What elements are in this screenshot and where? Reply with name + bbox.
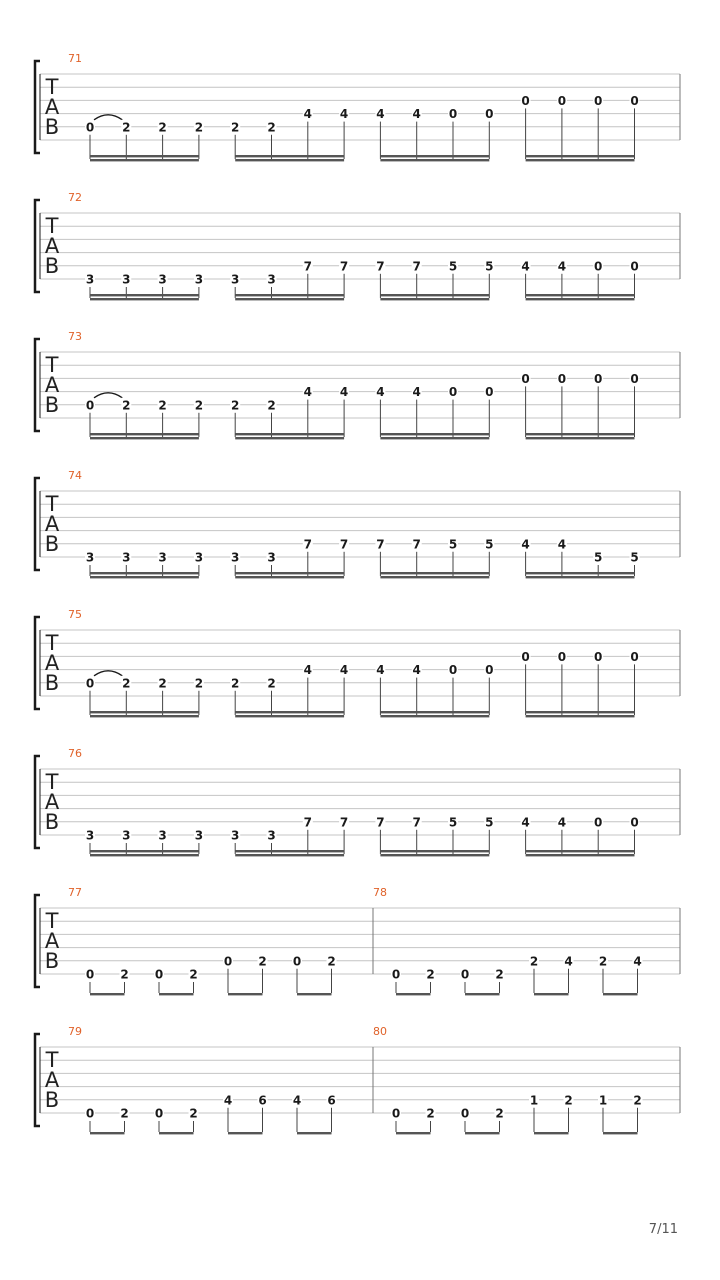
measure-number: 79 xyxy=(68,1025,82,1038)
fret-number: 0 xyxy=(594,259,603,274)
fret-number: 3 xyxy=(231,828,240,843)
system-bracket xyxy=(35,617,40,709)
beam xyxy=(396,993,431,995)
beam xyxy=(603,1132,638,1134)
fret-number: 2 xyxy=(426,1106,435,1121)
fret-number: 2 xyxy=(529,954,539,969)
fret-number: 0 xyxy=(85,1106,95,1121)
fret-number: 7 xyxy=(412,815,421,830)
beam xyxy=(90,294,199,296)
tab-clef-letter: B xyxy=(44,393,60,417)
fret-number: 0 xyxy=(594,93,603,108)
fret-number: 0 xyxy=(557,371,567,386)
tab-clef-letter: T xyxy=(45,770,59,794)
beam xyxy=(465,1132,500,1134)
beam xyxy=(235,298,344,300)
tab-clef-letter: B xyxy=(44,532,60,556)
beam xyxy=(534,993,569,995)
fret-number: 4 xyxy=(521,815,530,830)
measure-number: 80 xyxy=(373,1025,387,1038)
fret-number: 5 xyxy=(448,537,458,552)
fret-number: 3 xyxy=(267,272,276,287)
fret-number: 0 xyxy=(460,1106,470,1121)
tie-arc xyxy=(94,393,122,398)
fret-number: 5 xyxy=(485,537,494,552)
fret-number: 0 xyxy=(594,649,603,664)
beam xyxy=(235,850,344,852)
system-bracket xyxy=(35,339,40,431)
fret-number: 0 xyxy=(292,954,302,969)
fret-number: 3 xyxy=(158,272,167,287)
fret-number: 7 xyxy=(303,537,312,552)
fret-number: 5 xyxy=(594,550,603,565)
fret-number: 2 xyxy=(267,398,276,413)
fret-number: 4 xyxy=(376,107,385,122)
tab-clef-letter: A xyxy=(44,373,60,397)
fret-number: 0 xyxy=(594,371,603,386)
fret-number: 7 xyxy=(412,537,421,552)
fret-number: 4 xyxy=(339,385,349,400)
fret-number: 4 xyxy=(376,385,385,400)
fret-number: 3 xyxy=(267,550,276,565)
fret-number: 7 xyxy=(376,259,385,274)
beam xyxy=(380,572,489,574)
beam xyxy=(380,433,489,435)
beam xyxy=(235,155,344,157)
fret-number: 7 xyxy=(376,537,385,552)
fret-number: 3 xyxy=(267,828,276,843)
beam xyxy=(90,159,199,161)
fret-number: 1 xyxy=(598,1093,608,1108)
fret-number: 2 xyxy=(495,1106,504,1121)
tab-clef-letter: B xyxy=(44,671,60,695)
beam xyxy=(526,572,635,574)
fret-number: 2 xyxy=(122,676,131,691)
beam xyxy=(526,850,635,852)
beam xyxy=(526,854,635,856)
beam xyxy=(380,298,489,300)
fret-number: 2 xyxy=(120,967,129,982)
fret-number: 5 xyxy=(448,815,458,830)
beam xyxy=(235,572,344,574)
fret-number: 6 xyxy=(258,1093,267,1108)
fret-number: 3 xyxy=(122,828,131,843)
fret-number: 0 xyxy=(485,663,494,678)
beam xyxy=(526,294,635,296)
measure-number: 77 xyxy=(68,886,82,899)
fret-number: 2 xyxy=(158,676,167,691)
fret-number: 4 xyxy=(223,1093,233,1108)
system-bracket xyxy=(35,478,40,570)
fret-number: 2 xyxy=(633,1093,642,1108)
fret-number: 2 xyxy=(267,676,276,691)
tab-clef-letter: T xyxy=(45,353,59,377)
fret-number: 0 xyxy=(154,967,164,982)
beam xyxy=(380,294,489,296)
fret-number: 4 xyxy=(521,537,530,552)
beam xyxy=(235,433,344,435)
fret-number: 4 xyxy=(557,537,567,552)
fret-number: 6 xyxy=(327,1093,336,1108)
tab-clef-letter: T xyxy=(45,214,59,238)
tab-clef-letter: B xyxy=(44,115,60,139)
system-bracket xyxy=(35,1034,40,1126)
beam xyxy=(90,155,199,157)
fret-number: 2 xyxy=(327,954,336,969)
fret-number: 0 xyxy=(154,1106,164,1121)
measure-number: 71 xyxy=(68,52,82,65)
beam xyxy=(90,576,199,578)
system-bracket xyxy=(35,756,40,848)
fret-number: 2 xyxy=(158,120,167,135)
beam xyxy=(380,159,489,161)
fret-number: 4 xyxy=(521,259,530,274)
fret-number: 3 xyxy=(122,272,131,287)
fret-number: 3 xyxy=(194,828,204,843)
measure-number: 76 xyxy=(68,747,82,760)
fret-number: 0 xyxy=(391,1106,401,1121)
fret-number: 2 xyxy=(122,398,131,413)
beam xyxy=(380,576,489,578)
fret-number: 0 xyxy=(521,371,530,386)
fret-number: 0 xyxy=(630,371,639,386)
fret-number: 2 xyxy=(267,120,276,135)
fret-number: 3 xyxy=(85,272,95,287)
beam xyxy=(235,576,344,578)
beam xyxy=(297,993,332,995)
measure-number: 78 xyxy=(373,886,387,899)
fret-number: 7 xyxy=(339,537,349,552)
fret-number: 4 xyxy=(303,385,312,400)
fret-number: 2 xyxy=(194,398,204,413)
fret-number: 0 xyxy=(630,649,639,664)
tab-clef-letter: A xyxy=(44,929,60,953)
beam xyxy=(380,437,489,439)
fret-number: 3 xyxy=(231,272,240,287)
system-bracket xyxy=(35,895,40,987)
fret-number: 0 xyxy=(521,93,530,108)
beam xyxy=(297,1132,332,1134)
beam xyxy=(90,850,199,852)
beam xyxy=(396,1132,431,1134)
beam xyxy=(235,715,344,717)
fret-number: 4 xyxy=(412,107,421,122)
fret-number: 4 xyxy=(339,663,349,678)
fret-number: 4 xyxy=(412,385,421,400)
fret-number: 4 xyxy=(557,259,567,274)
fret-number: 4 xyxy=(412,663,421,678)
beam xyxy=(526,433,635,435)
tab-clef-letter: T xyxy=(45,492,59,516)
fret-number: 2 xyxy=(194,676,204,691)
beam xyxy=(526,576,635,578)
beam xyxy=(90,993,125,995)
beam xyxy=(380,850,489,852)
beam xyxy=(526,437,635,439)
system-bracket xyxy=(35,200,40,292)
fret-number: 0 xyxy=(557,649,567,664)
fret-number: 7 xyxy=(412,259,421,274)
fret-number: 0 xyxy=(485,385,494,400)
beam xyxy=(603,993,638,995)
fret-number: 2 xyxy=(258,954,267,969)
fret-number: 2 xyxy=(122,120,131,135)
fret-number: 0 xyxy=(594,815,603,830)
tab-clef-letter: B xyxy=(44,949,60,973)
fret-number: 3 xyxy=(122,550,131,565)
fret-number: 3 xyxy=(194,272,204,287)
fret-number: 2 xyxy=(231,120,240,135)
beam xyxy=(228,993,263,995)
beam xyxy=(380,711,489,713)
fret-number: 4 xyxy=(633,954,642,969)
fret-number: 0 xyxy=(85,967,95,982)
fret-number: 0 xyxy=(223,954,233,969)
tab-clef-letter: B xyxy=(44,810,60,834)
fret-number: 0 xyxy=(391,967,401,982)
fret-number: 0 xyxy=(448,663,458,678)
fret-number: 2 xyxy=(158,398,167,413)
fret-number: 7 xyxy=(339,259,349,274)
measure-number: 72 xyxy=(68,191,82,204)
fret-number: 0 xyxy=(630,259,639,274)
beam xyxy=(90,854,199,856)
tab-clef-letter: B xyxy=(44,254,60,278)
beam xyxy=(526,298,635,300)
beam xyxy=(235,437,344,439)
fret-number: 7 xyxy=(376,815,385,830)
fret-number: 2 xyxy=(231,398,240,413)
fret-number: 5 xyxy=(630,550,639,565)
beam xyxy=(465,993,500,995)
fret-number: 2 xyxy=(231,676,240,691)
beam xyxy=(90,572,199,574)
fret-number: 0 xyxy=(485,107,494,122)
beam xyxy=(526,715,635,717)
fret-number: 4 xyxy=(303,107,312,122)
fret-number: 7 xyxy=(303,815,312,830)
beam xyxy=(90,437,199,439)
fret-number: 0 xyxy=(557,93,567,108)
measure-number: 75 xyxy=(68,608,82,621)
beam xyxy=(526,155,635,157)
beam xyxy=(534,1132,569,1134)
fret-number: 4 xyxy=(564,954,573,969)
fret-number: 0 xyxy=(521,649,530,664)
fret-number: 4 xyxy=(339,107,349,122)
fret-number: 2 xyxy=(564,1093,573,1108)
tie-arc xyxy=(94,671,122,676)
tab-clef-letter: A xyxy=(44,512,60,536)
fret-number: 5 xyxy=(485,815,494,830)
system-bracket xyxy=(35,61,40,153)
fret-number: 0 xyxy=(460,967,470,982)
beam xyxy=(90,1132,125,1134)
beam xyxy=(90,715,199,717)
tab-clef-letter: B xyxy=(44,1088,60,1112)
fret-number: 2 xyxy=(189,1106,198,1121)
fret-number: 0 xyxy=(85,676,95,691)
fret-number: 7 xyxy=(303,259,312,274)
fret-number: 2 xyxy=(426,967,435,982)
fret-number: 0 xyxy=(448,385,458,400)
fret-number: 5 xyxy=(448,259,458,274)
fret-number: 2 xyxy=(194,120,204,135)
fret-number: 4 xyxy=(557,815,567,830)
tab-clef-letter: A xyxy=(44,790,60,814)
beam xyxy=(380,155,489,157)
tab-clef-letter: T xyxy=(45,1048,59,1072)
fret-number: 3 xyxy=(85,550,95,565)
tab-clef-letter: T xyxy=(45,75,59,99)
fret-number: 3 xyxy=(158,550,167,565)
fret-number: 3 xyxy=(85,828,95,843)
beam xyxy=(159,993,194,995)
beam xyxy=(235,854,344,856)
fret-number: 5 xyxy=(485,259,494,274)
fret-number: 0 xyxy=(85,120,95,135)
fret-number: 0 xyxy=(85,398,95,413)
beam xyxy=(235,711,344,713)
fret-number: 3 xyxy=(194,550,204,565)
fret-number: 3 xyxy=(231,550,240,565)
tab-clef-letter: A xyxy=(44,1068,60,1092)
beam xyxy=(228,1132,263,1134)
fret-number: 0 xyxy=(448,107,458,122)
beam xyxy=(380,854,489,856)
beam xyxy=(526,159,635,161)
tab-clef-letter: A xyxy=(44,95,60,119)
fret-number: 2 xyxy=(120,1106,129,1121)
tab-clef-letter: A xyxy=(44,651,60,675)
tab-clef-letter: A xyxy=(44,234,60,258)
measure-number: 74 xyxy=(68,469,82,482)
fret-number: 1 xyxy=(529,1093,539,1108)
page-number: 7/11 xyxy=(648,1222,678,1237)
tie-arc xyxy=(94,115,122,120)
tab-clef-letter: T xyxy=(45,909,59,933)
beam xyxy=(235,159,344,161)
fret-number: 3 xyxy=(158,828,167,843)
fret-number: 4 xyxy=(303,663,312,678)
tab-clef-letter: T xyxy=(45,631,59,655)
beam xyxy=(90,433,199,435)
beam xyxy=(90,298,199,300)
fret-number: 4 xyxy=(292,1093,302,1108)
measure-number: 73 xyxy=(68,330,82,343)
fret-number: 2 xyxy=(598,954,608,969)
beam xyxy=(235,294,344,296)
fret-number: 7 xyxy=(339,815,349,830)
fret-number: 0 xyxy=(630,93,639,108)
beam xyxy=(159,1132,194,1134)
beam xyxy=(526,711,635,713)
beam xyxy=(90,711,199,713)
fret-number: 2 xyxy=(495,967,504,982)
fret-number: 0 xyxy=(630,815,639,830)
beam xyxy=(380,715,489,717)
fret-number: 4 xyxy=(376,663,385,678)
fret-number: 2 xyxy=(189,967,198,982)
